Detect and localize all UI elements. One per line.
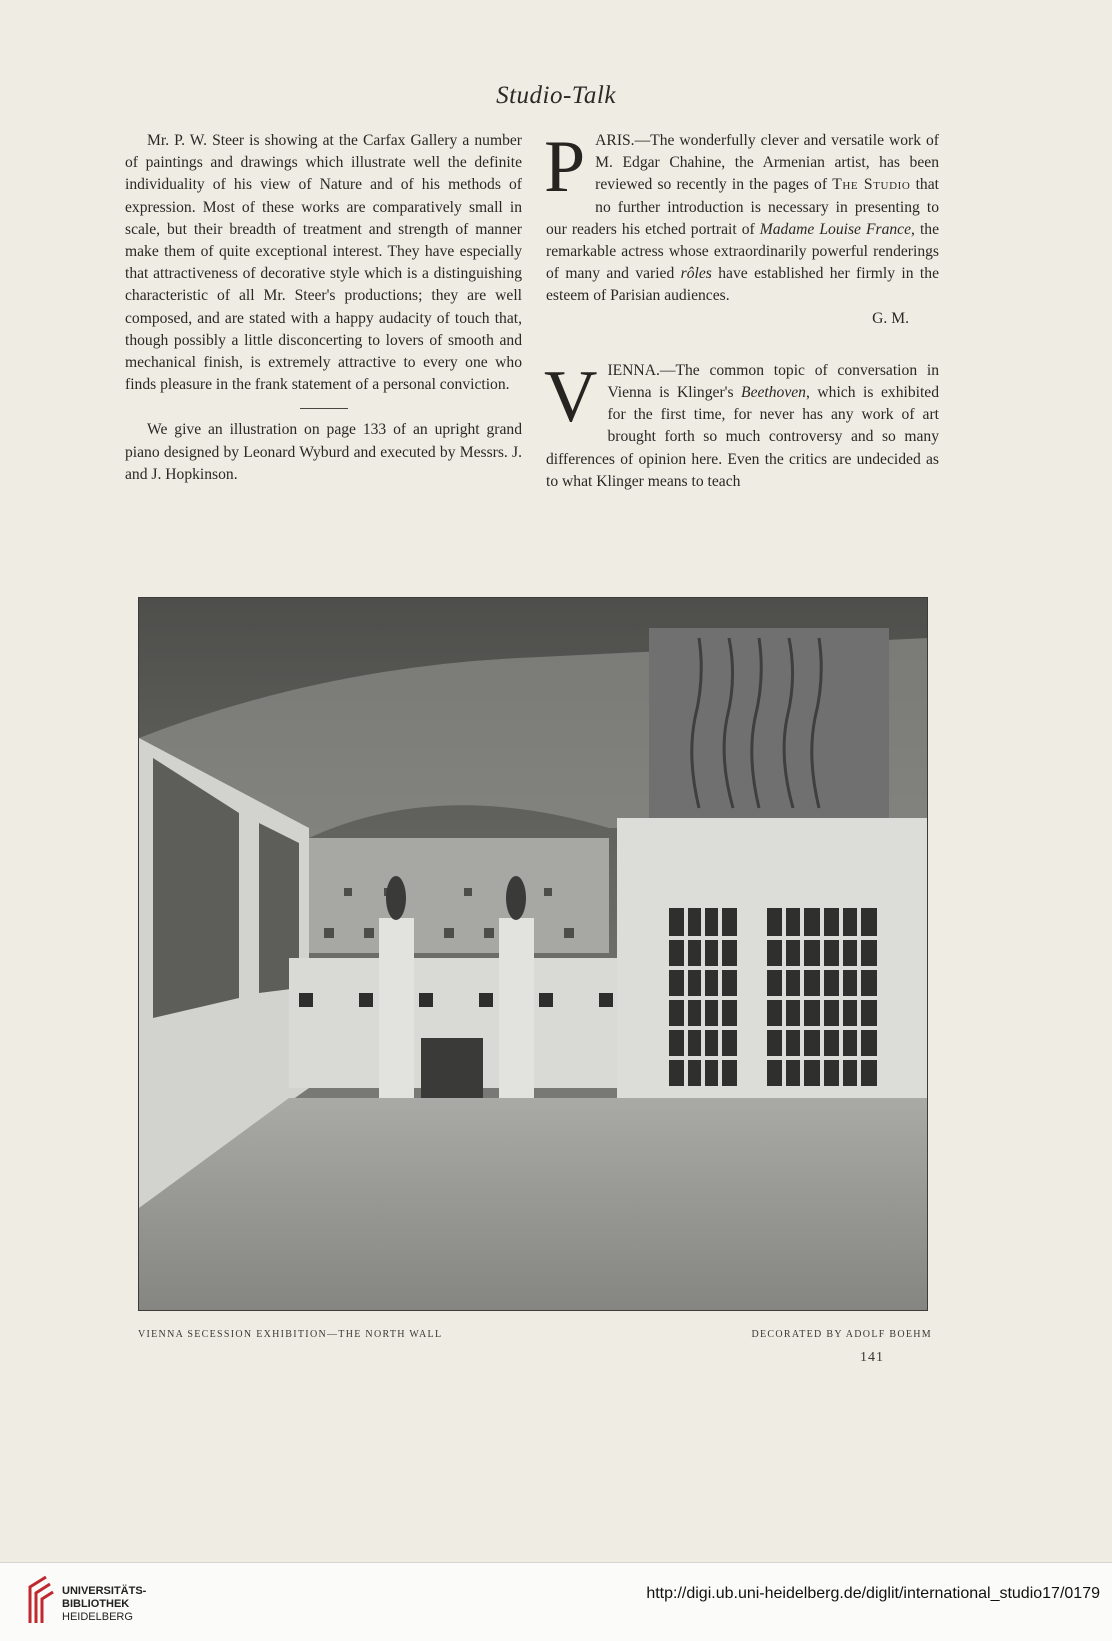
running-head: Studio-Talk bbox=[496, 82, 616, 109]
the-studio-title: The Studio bbox=[832, 176, 911, 194]
left-column bbox=[125, 130, 522, 486]
library-name: UNIVERSITÄTS- BIBLIOTHEK HEIDELBERG bbox=[62, 1585, 147, 1623]
exhibition-room-illustration bbox=[139, 598, 927, 1310]
portrait-title: Madame Louise France bbox=[759, 220, 912, 238]
page-number: 141 bbox=[860, 1350, 884, 1365]
exhibition-photograph bbox=[138, 597, 928, 1311]
steer-paragraph: Mr. P. W. Steer is showing at the Carfax Gallery a number of paintings and drawings which illustrate well the definite individuality of his view of Nature and of his methods of expression. Most of these works are comparatively small in scale, but their breadth of treatment and strength of manner make them of quite exceptional interest. They have especially that attractiveness of decorative style which is a distinguishing characteristic of all Mr. Steer's productions; they are well composed, and are stated with a happy audacity of touch that, though possibly a little disconcerting to lovers of smooth and mechanical finish, is extremely attractive to every one who finds pleasure in the frank statement of a personal conviction. bbox=[125, 132, 522, 394]
drop-cap-p: P bbox=[544, 126, 586, 208]
caption-right: DECORATED BY ADOLF BOEHM bbox=[751, 1329, 932, 1340]
section-rule bbox=[300, 408, 348, 409]
beethoven-title: Beethoven bbox=[741, 384, 806, 402]
vienna-paragraph: VIENNA.—The common topic of conversation in Vienna is Klinger's Beethoven, which is exhibited for the first time, for never has any work of art brought forth so much controversy and so many differences of opinion here. Even the critics are undecided as to what Klinger means to teach bbox=[544, 355, 939, 490]
piano-paragraph: We give an illustration on page 133 of an upright grand piano designed by Leonard Wyburd and executed by Messrs. J. and J. Hopkinson. bbox=[125, 421, 522, 483]
caption-left: VIENNA SECESSION EXHIBITION—THE NORTH WALL bbox=[138, 1329, 443, 1340]
signature: G. M. bbox=[872, 309, 909, 327]
source-url-link[interactable]: http://digi.ub.uni-heidelberg.de/diglit/international_studio17/0179 bbox=[646, 1585, 1100, 1602]
paris-paragraph: PARIS.—The wonderfully clever and versatile work of M. Edgar Chahine, the Armenian artist, has been reviewed so recently in the pages of The Studio that no further introduction is necessary in presenting to our readers his etched portrait of Madame Louise France, the remarkable actress whose extraordinarily powerful renderings of many and varied rôles have established her firmly in the esteem of Parisian audiences. bbox=[544, 126, 939, 305]
right-column bbox=[544, 126, 939, 493]
library-footer bbox=[0, 1562, 1112, 1641]
library-logo-icon bbox=[26, 1573, 56, 1629]
drop-cap-v: V bbox=[544, 355, 598, 438]
